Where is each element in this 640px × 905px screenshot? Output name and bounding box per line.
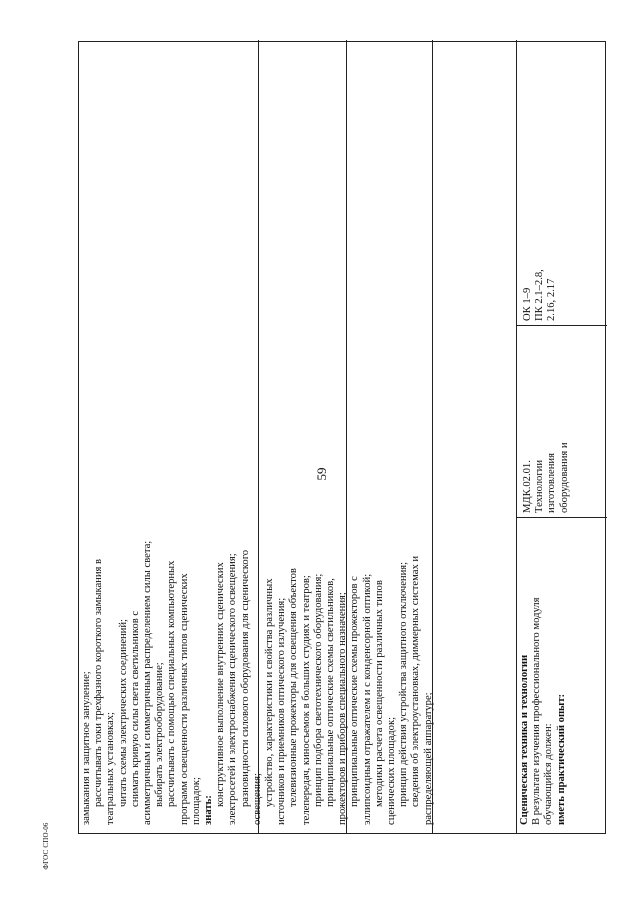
main-cell-line: источников и приемников оптического излучения; <box>276 597 288 825</box>
main-cell-line: электросетей и электроснабжения сценического освещения; <box>227 553 239 825</box>
curriculum-table-rotated <box>78 41 606 834</box>
main-cell-line: прожекторов и приборов специального назначения; <box>337 592 349 825</box>
mdk-cell-line: изготовления <box>546 453 558 513</box>
main-cell-line: асимметричным и симметричным распределением силы света; <box>142 540 154 825</box>
main-cell-line: методики расчета освещенности различных типов <box>373 580 385 807</box>
main-cell-line: устройство, характеристики и свойства различных <box>264 578 276 807</box>
main-cell-line: рассчитывать токи трехфазного короткого замыкания в <box>93 558 105 807</box>
main-cell-line: конструктивное выполнение внутренних сценических <box>215 562 227 807</box>
section-cell-line: обучающийся должен: <box>543 723 555 825</box>
main-cell-line: принципиальные оптические схемы светильников, <box>325 578 337 807</box>
main-cell-line: разновидности силового оборудования для сценического <box>239 549 251 807</box>
cell-divider <box>517 517 607 518</box>
main-cell-line: снимать кривую силы света светильников с <box>129 610 141 807</box>
main-cell-line: телепередач, киносъемок в больших студиях и театров; <box>300 575 312 825</box>
table-row-empty-2 <box>347 40 433 833</box>
footer-code: ФГОС СПО-06 <box>42 822 50 870</box>
main-cell-line: знать: <box>203 795 215 825</box>
main-cell-line: принципиальные оптические схемы прожекторов с <box>349 576 361 807</box>
main-cell-line: выбирать электрооборудование; <box>154 662 166 807</box>
competence-cell-line: ОК 1–9 <box>522 287 533 321</box>
curriculum-table <box>78 41 606 834</box>
competence-cell-line: ПК 2.1–2.8, <box>534 269 546 321</box>
mdk-cell-text <box>522 333 571 513</box>
table-row-empty-1 <box>259 40 347 833</box>
competence-cell-text <box>522 141 559 321</box>
main-cell-line: сведения об электроустановках, диммерных системах и <box>410 555 422 807</box>
main-cell-line: замыкания и защитное зануление; <box>81 671 92 825</box>
competence-cell-line: 2.16, 2.17 <box>546 278 558 321</box>
page-number: 59 <box>314 467 329 481</box>
section-cell-line: иметь практический опыт: <box>555 693 567 825</box>
section-cell <box>517 518 607 833</box>
main-cell-line: рассчитывать с помощью специальных компьютерных <box>166 560 178 807</box>
main-cell-line: принцип подбора светотехнического оборудования; <box>312 573 324 807</box>
table-row-empty-3 <box>433 40 517 833</box>
main-cell-line: театральных установках; <box>105 712 117 825</box>
cell-divider-2 <box>517 325 607 326</box>
section-cell-line: В результате изучения профессионального модуля <box>531 597 543 825</box>
main-cell-line: сценических площадок; <box>386 716 398 825</box>
main-cell-line: эллипсоидным отражателем и с конденсорной оптикой; <box>361 573 373 825</box>
main-cell-line: освещения; <box>251 773 263 825</box>
main-cell-line: принцип действия устройства защитного отключения; <box>398 561 410 807</box>
section-cell-line: Сценическая техника и технологии <box>519 654 530 825</box>
main-cell-line: площадок; <box>190 777 202 825</box>
mdk-cell-line: Технологии <box>534 459 546 513</box>
main-cell-line: читать схемы электрических соединений; <box>117 619 129 807</box>
mdk-cell-line: оборудования и <box>558 442 570 513</box>
main-cell-line: телевизионные прожекторы для освещения объектов <box>288 568 300 807</box>
main-cell-line: программ освещенности различных типов сценических <box>178 573 190 825</box>
main-cell-line: распределяющей аппаратуре; <box>422 692 434 825</box>
mdk-cell-line: МДК.02.01. <box>522 460 533 513</box>
